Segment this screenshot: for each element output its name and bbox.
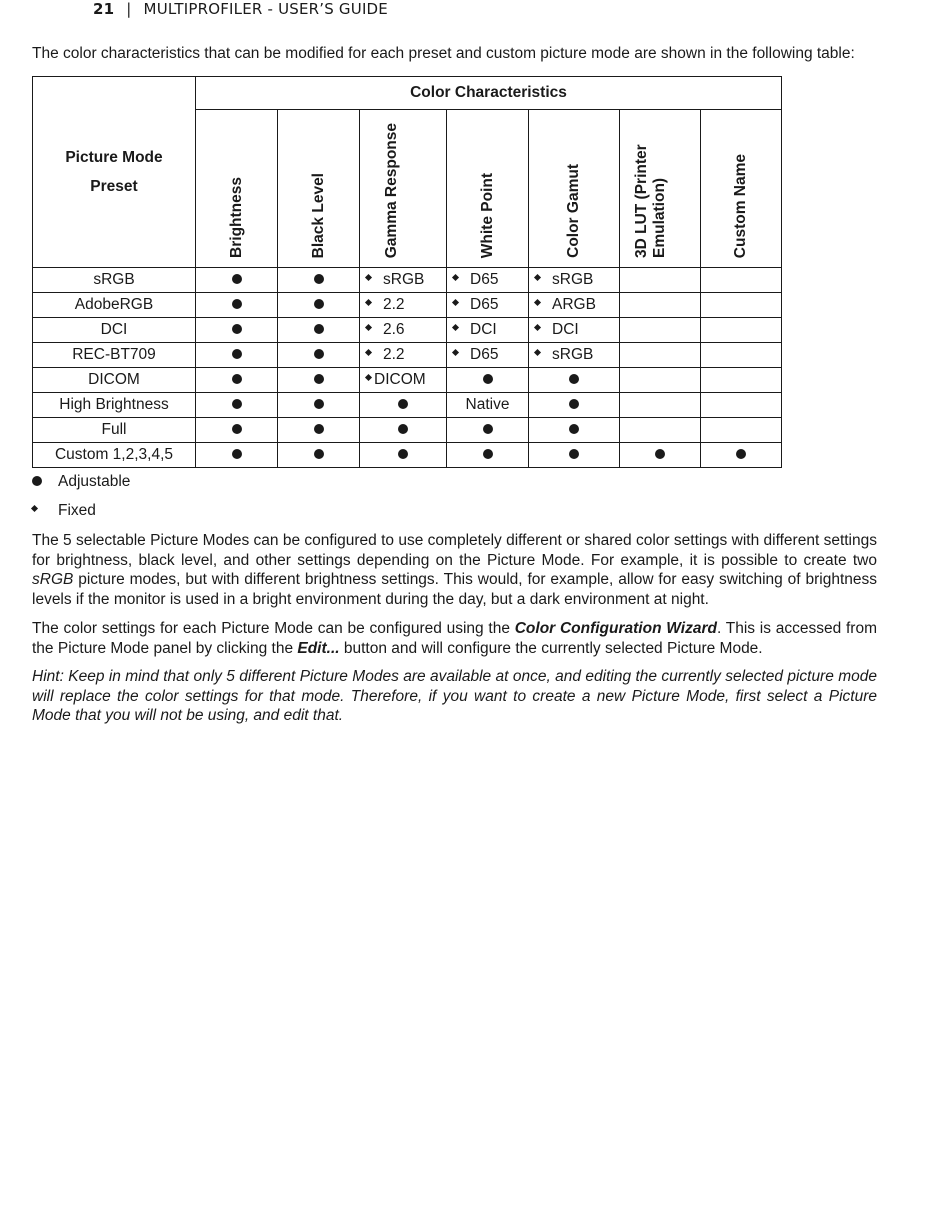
adjustable-cell	[278, 418, 360, 443]
hint-paragraph	[32, 667, 877, 726]
bullet-dot-icon	[483, 424, 493, 434]
preset-name: Full	[33, 418, 196, 443]
para1-text-a: The 5 selectable Picture Modes can be configured to use completely different or shared color settings with different settings for brightness, black level, and other settings depending on the Picture Mode. For example, it is possible to create two	[32, 532, 877, 569]
bullet-dot-icon	[232, 299, 242, 309]
preset-name: AdobeRGB	[33, 293, 196, 318]
preset-name: sRGB	[33, 268, 196, 293]
column-header-label: Color Gamut	[565, 164, 582, 258]
diamond-icon	[452, 299, 459, 306]
fixed-cell	[529, 318, 620, 343]
edit-button-name: Edit...	[297, 639, 340, 657]
preset-name: Custom 1,2,3,4,5	[33, 443, 196, 468]
adjustable-cell	[196, 393, 278, 418]
bullet-dot-icon	[232, 374, 242, 384]
fixed-value: D65	[470, 296, 499, 313]
preset-header	[33, 77, 196, 268]
column-header	[701, 110, 782, 268]
empty-cell	[701, 368, 782, 393]
fixed-value: sRGB	[552, 346, 594, 363]
bullet-dot-icon	[483, 449, 493, 459]
preset-name: REC-BT709	[33, 343, 196, 368]
column-header	[447, 110, 529, 268]
bullet-dot-icon	[483, 374, 493, 384]
preset-header-line1: Picture Mode	[65, 149, 163, 166]
column-header	[529, 110, 620, 268]
diamond-icon	[365, 274, 372, 281]
bullet-dot-icon	[736, 449, 746, 459]
fixed-value: DICOM	[374, 371, 426, 388]
bullet-dot-icon	[232, 399, 242, 409]
bullet-dot-icon	[314, 274, 324, 284]
fixed-value: D65	[470, 346, 499, 363]
para1-text-c: picture modes, but with different brightness settings. This would, for example, allow for easy switching of brightness levels if the monitor is used in a bright environment during the day, but a dark environment at night.	[32, 571, 877, 608]
diamond-icon	[452, 349, 459, 356]
bullet-dot-icon	[314, 299, 324, 309]
column-header	[196, 110, 278, 268]
adjustable-cell	[278, 443, 360, 468]
adjustable-cell	[196, 318, 278, 343]
fixed-value: DCI	[470, 321, 497, 338]
fixed-value: sRGB	[383, 271, 425, 288]
fixed-value: 2.2	[383, 346, 405, 363]
fixed-cell	[447, 343, 529, 368]
bullet-dot-icon	[655, 449, 665, 459]
diamond-icon	[534, 274, 541, 281]
fixed-cell	[447, 268, 529, 293]
fixed-cell	[360, 268, 447, 293]
intro-text: The color characteristics that can be modified for each preset and custom picture mode are shown in the following table:	[32, 45, 855, 62]
column-header	[360, 110, 447, 268]
column-header-label: Black Level	[309, 172, 327, 258]
bullet-dot-icon	[314, 349, 324, 359]
legend-fixed	[32, 502, 96, 520]
bullet-dot-icon	[232, 274, 242, 284]
adjustable-cell	[196, 268, 278, 293]
diamond-icon	[31, 505, 38, 512]
legend-fixed-label: Fixed	[58, 502, 96, 519]
empty-cell	[620, 368, 701, 393]
fixed-cell	[360, 293, 447, 318]
diamond-icon	[365, 324, 372, 331]
legend-adjustable	[32, 473, 130, 491]
column-header-label: Gamma Response	[383, 122, 400, 258]
table-row	[33, 393, 782, 418]
bullet-dot-icon	[569, 374, 579, 384]
adjustable-cell	[360, 393, 447, 418]
fixed-value: DCI	[552, 321, 579, 338]
adjustable-cell	[278, 343, 360, 368]
empty-cell	[701, 418, 782, 443]
empty-cell	[620, 318, 701, 343]
preset-name: DCI	[33, 318, 196, 343]
table-row	[33, 268, 782, 293]
wizard-name: Color Configuration Wizard	[514, 620, 717, 637]
adjustable-cell	[360, 418, 447, 443]
fixed-cell	[360, 343, 447, 368]
adjustable-cell	[278, 318, 360, 343]
value-cell: Native	[447, 393, 529, 418]
fixed-cell	[529, 293, 620, 318]
bullet-dot-icon	[398, 424, 408, 434]
fixed-cell	[360, 318, 447, 343]
preset-header-line2: Preset	[90, 178, 138, 195]
fixed-cell	[360, 368, 447, 393]
adjustable-cell	[196, 343, 278, 368]
fixed-value: 2.6	[383, 321, 405, 338]
column-header-label: White Point	[478, 172, 496, 258]
diamond-icon	[534, 349, 541, 356]
paragraph-color-settings	[32, 619, 877, 658]
empty-cell	[620, 268, 701, 293]
bullet-dot-icon	[314, 424, 324, 434]
adjustable-cell	[196, 418, 278, 443]
adjustable-cell	[529, 393, 620, 418]
bullet-dot-icon	[232, 349, 242, 359]
column-header-label: Brightness	[227, 177, 245, 258]
adjustable-cell	[360, 443, 447, 468]
fixed-value: ARGB	[552, 296, 596, 313]
fixed-value: D65	[470, 271, 499, 288]
empty-cell	[701, 343, 782, 368]
adjustable-cell	[447, 418, 529, 443]
adjustable-cell	[196, 368, 278, 393]
empty-cell	[620, 343, 701, 368]
empty-cell	[620, 418, 701, 443]
diamond-icon	[365, 349, 372, 356]
adjustable-cell	[701, 443, 782, 468]
column-header	[278, 110, 360, 268]
diamond-icon	[452, 274, 459, 281]
bullet-dot-icon	[314, 449, 324, 459]
column-header-label: 3D LUT (Printer Emulation)	[633, 144, 668, 258]
diamond-icon	[534, 299, 541, 306]
fixed-value: 2.2	[383, 296, 405, 313]
bullet-dot-icon	[314, 374, 324, 384]
table-body	[33, 268, 782, 468]
adjustable-cell	[196, 293, 278, 318]
adjustable-cell	[278, 393, 360, 418]
fixed-cell	[447, 293, 529, 318]
diamond-icon	[365, 299, 372, 306]
preset-name: High Brightness	[33, 393, 196, 418]
fixed-cell	[447, 318, 529, 343]
adjustable-cell	[278, 293, 360, 318]
empty-cell	[701, 293, 782, 318]
hint-text: Hint: Keep in mind that only 5 different Picture Modes are available at once, and editing the currently selected picture mode will replace the color settings for that mode. Therefore, if you want to create a new Picture Mode, first select a Picture Mode that you will not be using, and edit that.	[32, 668, 877, 724]
bullet-dot-icon	[314, 399, 324, 409]
fixed-cell	[529, 268, 620, 293]
adjustable-cell	[196, 443, 278, 468]
fixed-cell	[529, 343, 620, 368]
diamond-icon	[534, 324, 541, 331]
color-characteristics-table	[32, 76, 782, 468]
para2-text-e: button and will configure the currently selected Picture Mode.	[339, 639, 763, 657]
diamond-icon	[452, 324, 459, 331]
empty-cell	[620, 393, 701, 418]
guide-title: MULTIPROFILER - USER’S GUIDE	[143, 0, 388, 18]
adjustable-cell	[278, 368, 360, 393]
adjustable-cell	[529, 418, 620, 443]
adjustable-cell	[278, 268, 360, 293]
paragraph-picture-modes	[32, 531, 877, 609]
para1-srgb: sRGB	[32, 571, 74, 588]
para2-text-c: . This is accessed from the Picture Mode panel by clicking the	[32, 620, 877, 657]
adjustable-cell	[529, 443, 620, 468]
preset-name: DICOM	[33, 368, 196, 393]
bullet-dot-icon	[569, 424, 579, 434]
bullet-dot-icon	[232, 449, 242, 459]
bullet-dot-icon	[314, 324, 324, 334]
adjustable-cell	[620, 443, 701, 468]
bullet-dot-icon	[398, 399, 408, 409]
table-row	[33, 368, 782, 393]
column-header	[620, 110, 701, 268]
table-row	[33, 343, 782, 368]
group-header: Color Characteristics	[196, 77, 782, 110]
table-row	[33, 418, 782, 443]
bullet-dot-icon	[398, 449, 408, 459]
page-header	[93, 0, 388, 20]
bullet-dot-icon	[232, 424, 242, 434]
adjustable-cell	[447, 368, 529, 393]
empty-cell	[701, 268, 782, 293]
bullet-dot-icon	[32, 476, 42, 486]
bullet-dot-icon	[569, 399, 579, 409]
bullet-dot-icon	[232, 324, 242, 334]
adjustable-cell	[447, 443, 529, 468]
fixed-value: sRGB	[552, 271, 594, 288]
empty-cell	[701, 393, 782, 418]
bullet-dot-icon	[569, 449, 579, 459]
table-row	[33, 443, 782, 468]
diamond-icon	[365, 374, 372, 381]
empty-cell	[620, 293, 701, 318]
legend-adjustable-label: Adjustable	[58, 473, 131, 490]
column-header-label: Custom Name	[732, 153, 749, 258]
page-number: 21	[93, 0, 115, 18]
header-separator: |	[126, 0, 132, 18]
empty-cell	[701, 318, 782, 343]
table-row	[33, 293, 782, 318]
adjustable-cell	[529, 368, 620, 393]
para2-text-a: The color settings for each Picture Mode can be configured using the	[32, 620, 515, 637]
table-row	[33, 318, 782, 343]
